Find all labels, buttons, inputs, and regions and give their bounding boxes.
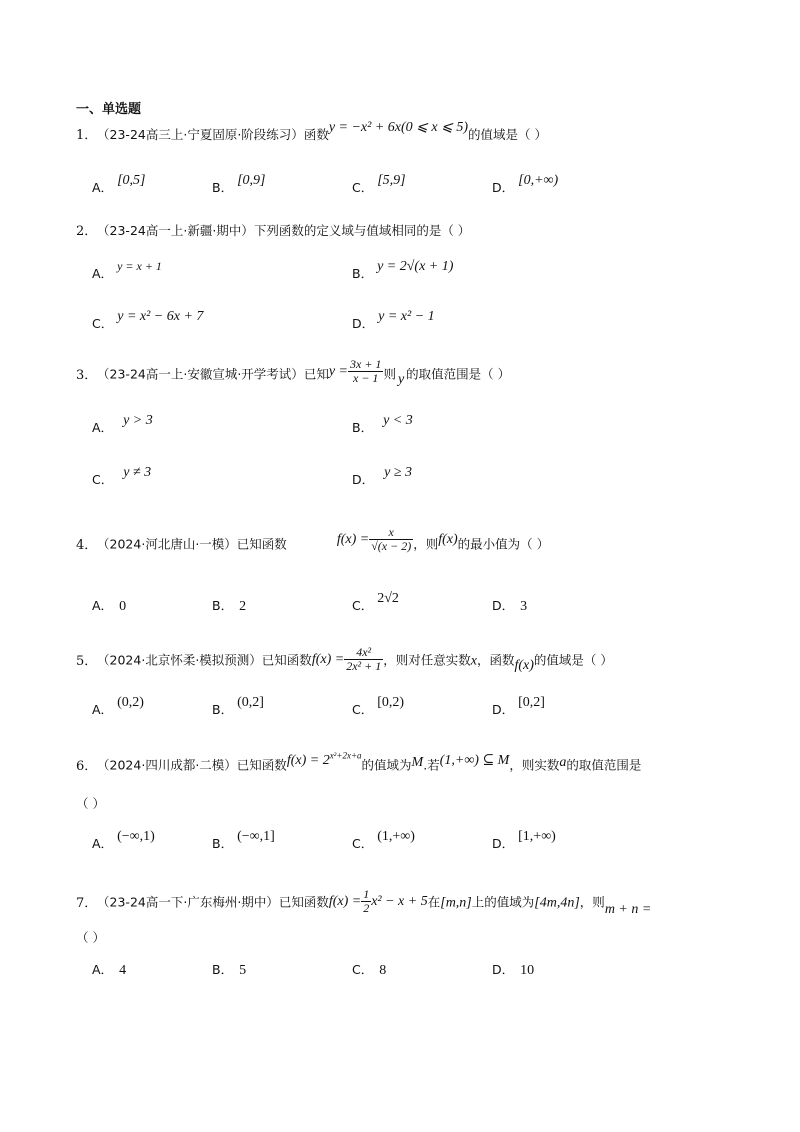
question-source: （23-24高一下·广东梅州·期中） [103, 894, 279, 910]
option-d[interactable]: D． [0,+∞) [492, 173, 559, 195]
question-number: 5． [76, 653, 98, 669]
option-c[interactable]: C． [0,2) [352, 695, 405, 717]
option-a[interactable]: A． y = x + 1 [92, 259, 162, 281]
question-source: （23-24高三上·宁夏固原·阶段练习） [103, 127, 304, 142]
option-c[interactable]: C． (1,+∞) [352, 829, 415, 851]
option-a[interactable]: A． 4 [92, 962, 127, 978]
question-stem: 已知函数 [236, 757, 287, 773]
question-stem: 已知函数 [236, 536, 287, 552]
option-a[interactable]: A． 0 [92, 598, 127, 614]
option-a[interactable]: A． (0,2) [92, 695, 144, 717]
option-c[interactable]: C． 2√2 [352, 591, 399, 613]
option-b[interactable]: B． 2 [212, 598, 247, 614]
question-stem-tail: 的值域是（ ） [468, 127, 547, 142]
option-b[interactable]: B． y < 3 [352, 413, 413, 435]
question-math: y = $\frac{3x + 1}{x - 1}$ [328, 357, 382, 385]
question-1 [76, 120, 547, 145]
section-title: 一、单选题 [76, 102, 142, 117]
option-a[interactable]: A． y > 3 [92, 413, 153, 435]
question-6: 6． （2024·四川成都·二模）已知函数$f(x) = 2^{x^2+2x+a}$的值域为M.若(1,+∞) ⊆ M，则实数a的取值范围是 [76, 750, 642, 774]
question-source: （2024·四川成都·二模） [103, 757, 237, 773]
option-b[interactable]: B． 5 [212, 962, 247, 978]
question-math: f(x) = $\frac{1}{2}$ x² − x + 5 [328, 887, 428, 915]
question-source: （23-24高一上·新疆·期中） [103, 223, 254, 238]
question-number: 1． [76, 128, 98, 143]
question-math: f(x) = $\frac{\text{4x²}}{\text{2x² + 1}}$ [311, 645, 382, 673]
option-d[interactable]: D． 10 [492, 962, 535, 978]
answer-parentheses: （ ） [76, 930, 105, 945]
question-stem: 下列函数的定义域与值域相同的是（ ） [253, 223, 471, 238]
question-number: 4． [76, 537, 98, 553]
question-number: 6． [76, 758, 98, 774]
option-c[interactable]: C． [5,9] [352, 173, 406, 195]
question-stem: 已知函数 [278, 894, 329, 910]
option-c[interactable]: C． y = x² − 6x + 7 [92, 309, 204, 331]
question-7: 7． （23-24高一下·广东梅州·期中）已知函数f(x) = $\frac{1}{2}$ x² − x + 5在[m,n]上的值域为[4m,4n]，则m + n = [76, 887, 652, 917]
option-d[interactable]: D． [0,2] [492, 695, 545, 717]
question-stem: 已知函数 [261, 652, 312, 668]
question-number: 7． [76, 895, 98, 911]
option-d[interactable]: D． y ≥ 3 [352, 465, 413, 487]
question-number: 2． [76, 224, 98, 239]
question-2 [76, 222, 470, 241]
question-source: （23-24高一上·安徽宣城·开学考试） [103, 366, 304, 382]
option-d[interactable]: D． y = x² − 1 [352, 309, 435, 331]
question-5: 5． （2024·北京怀柔·模拟预测）已知函数f(x) = $\frac{\text{4x²}}{\text{2x² + 1}}$ ，则对任意实数x，函数f(x)的值域是（ ） [76, 645, 613, 673]
option-c[interactable]: C． y ≠ 3 [92, 465, 152, 487]
question-3: 3． （23-24高一上·安徽宣城·开学考试）已知y = $\frac{3x + 1}{x - 1}$ 则 y 的取值范围是（ ） [76, 357, 511, 387]
answer-parentheses: （ ） [76, 796, 105, 811]
question-4: 4． （2024·河北唐山·一模）已知函数 f(x) = $\frac{x}{√(x - 2)}$ ，则f(x)的最小值为（ ） [76, 525, 550, 553]
question-source: （2024·北京怀柔·模拟预测） [103, 652, 262, 668]
question-math: y = −x² + 6x(0 ⩽ x ⩽ 5) [328, 120, 469, 135]
option-b[interactable]: B． (−∞,1] [212, 829, 275, 851]
question-math: $f(x) = 2^{x^2+2x+a}$ [286, 750, 362, 768]
question-stem: 函数 [303, 127, 329, 142]
option-a[interactable]: A． (−∞,1) [92, 829, 155, 851]
option-b[interactable]: B． [0,9] [212, 173, 266, 195]
option-d[interactable]: D． [1,+∞) [492, 829, 556, 851]
option-a[interactable]: A． [0,5] [92, 173, 146, 195]
question-number: 3． [76, 367, 98, 383]
question-source: （2024·河北唐山·一模） [103, 536, 237, 552]
option-b[interactable]: B． y = 2√(x + 1) [352, 259, 454, 281]
question-math: f(x) = $\frac{x}{√(x - 2)}$ [336, 525, 412, 553]
option-d[interactable]: D． 3 [492, 598, 528, 614]
question-stem: 已知 [303, 366, 329, 382]
option-b[interactable]: B． (0,2] [212, 695, 264, 717]
option-c[interactable]: C． 8 [352, 962, 387, 978]
